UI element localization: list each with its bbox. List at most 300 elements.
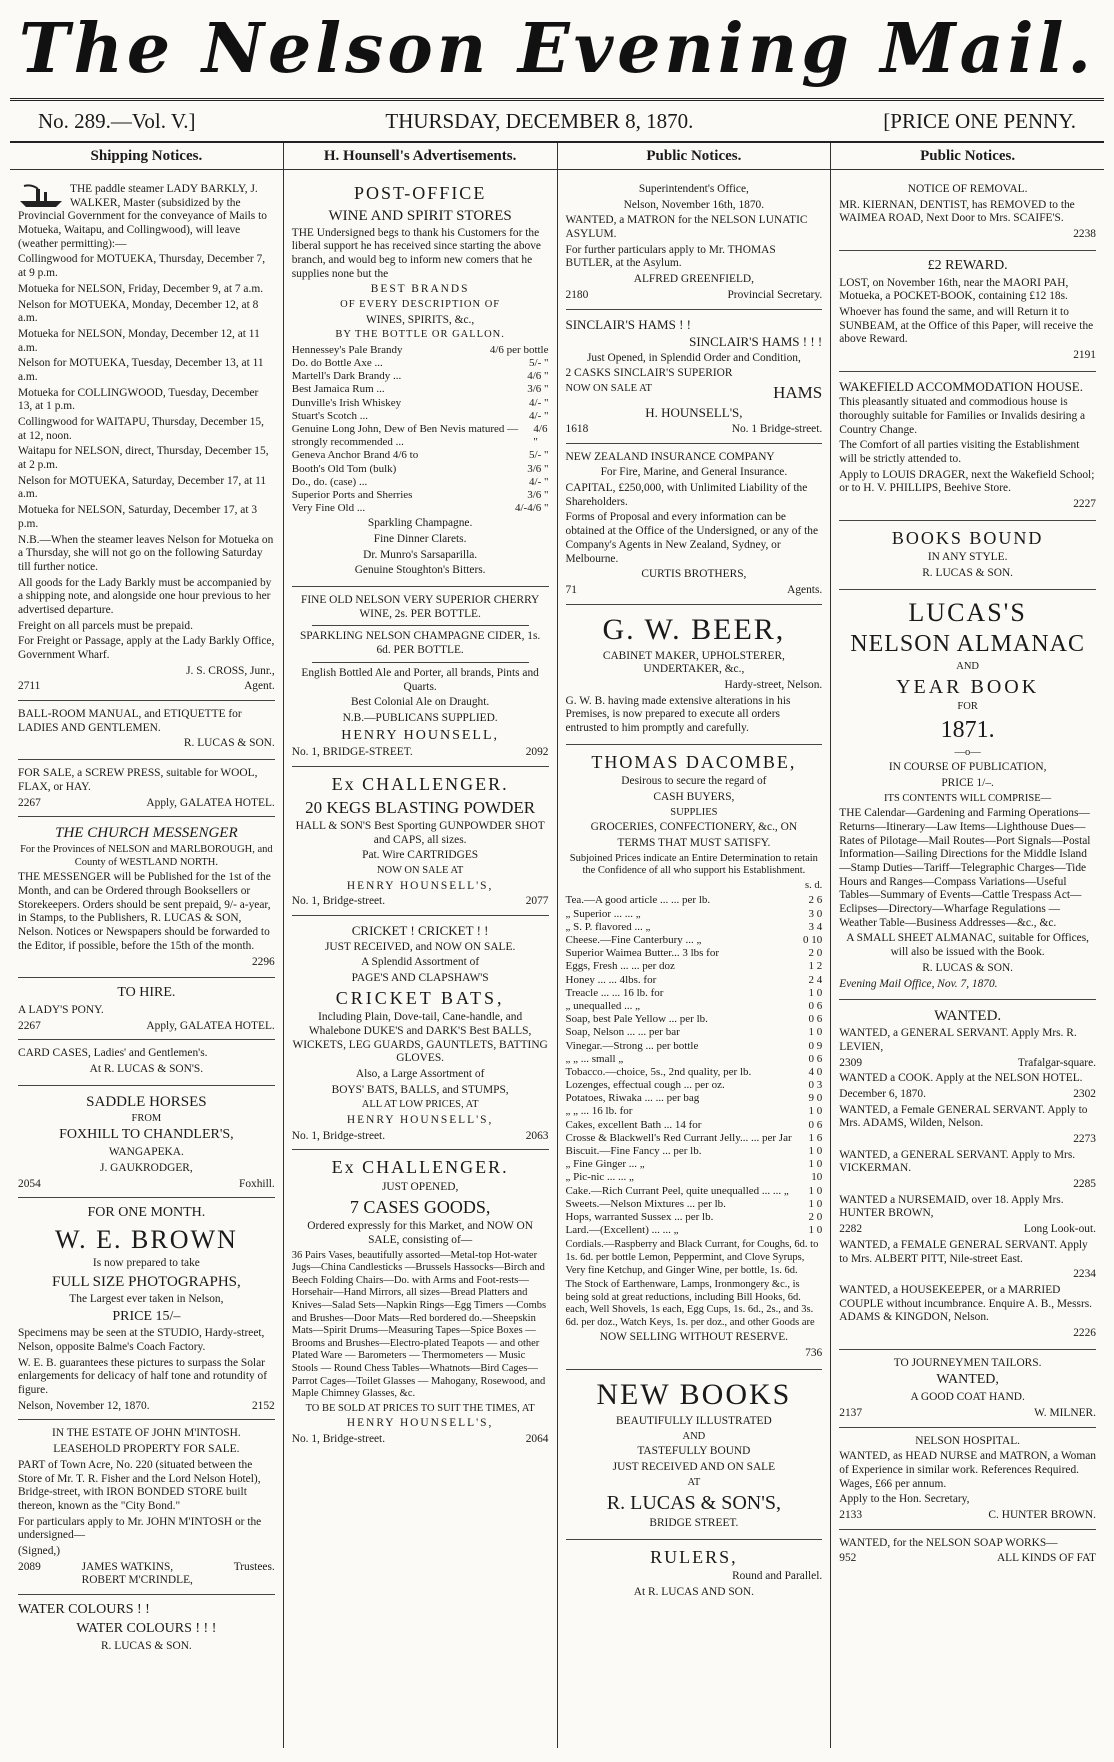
beer-title: G. W. BEER,: [602, 612, 786, 646]
matron-text: WANTED, a MATRON for the NELSON LUNATIC ASYLUM.: [565, 214, 808, 241]
cases-list: 36 Pairs Vases, beautifully assorted—Metal-top Hot-water Jugs—China Candlesticks —Brussels Hassocks—Birch and Beech Folding Chairs—Do. with Arms and Foot-rests—Horsehair—Hand Mirrors, all sizes—Bread Platters and Knives—Salad Sets—Napkin Rings—Egg Timers —Combs and Brushes—Door Mats—Red bordered do.—Sheepskin Mats—Spirit Drums—Measuring Tapes—Spice Boxes —Brooms and Brushes—Electro-plated Teapots — and other Plated Ware — Barometers — Thermometers — Music Stools — Round Chess Tables—Whatnots—Bird Cages—Parrot Cages—Toilet Glasses — Mahogany, Rosewood, and Maple Chimney Glasses, &c.: [291, 1249, 547, 1400]
schedule-line: Collingwood for MOTUEKA, Thursday, December 7, at 9 p.m.: [18, 253, 266, 280]
ad-number: 2152: [251, 1399, 275, 1412]
ad-new-books: [566, 1370, 823, 1540]
grocery-row: [566, 987, 823, 1000]
ad-number: 736: [805, 1347, 823, 1360]
grocery-price: 1 0: [808, 1197, 823, 1210]
cases-addr: No. 1, Bridge-street.: [291, 1433, 386, 1446]
column-public-notices-2: [830, 143, 1104, 1748]
matron-sign: ALFRED GREENFIELD,: [633, 273, 754, 286]
water-line: WATER COLOURS ! ! !: [76, 1620, 217, 1636]
ad-number: 2282: [839, 1223, 863, 1236]
church-title: THE CHURCH MESSENGER: [55, 825, 238, 842]
cricket-sub: JUST RECEIVED, and NOW ON SALE.: [324, 940, 516, 953]
hams-name: H. HOUNSELL'S,: [645, 405, 743, 421]
cricket-addr: No. 1, Bridge-street.: [291, 1129, 386, 1142]
brown-line: W. E. B. guarantees these pictures to surpass the Solar enlargements for delicacy of half tone and rotundity of figure.: [18, 1356, 268, 1397]
grocery-row: [566, 1079, 823, 1092]
price-value: 4/6 ": [533, 423, 548, 449]
schedule-line: Motueka for NELSON, Monday, December 12, at 11 a.m.: [18, 327, 260, 354]
nzi-agents: Agents.: [787, 583, 823, 596]
kegs-title: 20 KEGS BLASTING POWDER: [305, 797, 536, 817]
ad-number: 2226: [1073, 1326, 1096, 1339]
kegs-name: HENRY HOUNSELL'S,: [346, 879, 494, 892]
grocery-item: Sweets.—Nelson Mixtures ... per lb.: [565, 1197, 726, 1210]
ad-screw-press: [18, 760, 275, 817]
beer-line: G. W. B. having made extensive alterations in his Premises, is now prepared to execute all orders entrusted to him promptly and carefully.: [565, 694, 791, 735]
ad-number: 2133: [839, 1508, 863, 1521]
column-hounsell: [283, 143, 557, 1748]
price-row: [292, 463, 549, 476]
price-item: Best Jamaica Rum ...: [291, 383, 385, 396]
dac-line: CASH BUYERS,: [653, 791, 735, 804]
po-wines: WINES, SPIRITS, &c.,: [366, 313, 475, 326]
ad-number: 2137: [839, 1406, 863, 1419]
ad-number: 2273: [1073, 1133, 1096, 1146]
bound-line: R. LUCAS & SON.: [922, 567, 1014, 580]
grocery-row: [566, 1105, 823, 1118]
ad-photographs: [18, 1198, 275, 1420]
grocery-item: „ Pic-nic ... ... „: [565, 1171, 634, 1184]
ad-number: 2711: [18, 680, 41, 693]
ad-wakefield: [839, 372, 1096, 521]
hounsell-addr: No. 1, BRIDGE-STREET.: [291, 746, 413, 759]
ad-number: 2309: [839, 1056, 863, 1069]
wanted-text: WANTED a COOK. Apply at the NELSON HOTEL.: [839, 1072, 1083, 1085]
matron-text: For further particulars apply to Mr. THOMAS BUTLER, at the Asylum.: [565, 243, 776, 270]
price-value: 4/- ": [529, 409, 549, 422]
spirit-price-list: [292, 344, 549, 515]
alm-line: A SMALL SHEET ALMANAC, suitable for Offices, will also be issued with the Book.: [846, 932, 1090, 959]
ad-number: 2238: [1073, 228, 1096, 241]
grocery-item: „ unequalled ... „: [565, 999, 641, 1012]
ad-matron: [566, 176, 823, 310]
brown-date: Nelson, November 12, 1870.: [18, 1399, 150, 1412]
grocery-price: 0 6: [808, 1013, 823, 1026]
books-line: AND: [682, 1430, 706, 1442]
price-value: 3/6 ": [527, 462, 549, 475]
alm-sign: R. LUCAS & SON.: [922, 961, 1014, 974]
schedule-line: Nelson for MOTUEKA, Monday, December 12, at 8 a.m.: [18, 298, 259, 325]
grocery-price: 10: [811, 1171, 823, 1184]
ale-text: English Bottled Ale and Porter, all brands, Pints and Quarts.: [301, 666, 539, 693]
price-row: [292, 423, 549, 449]
wake-text: This pleasantly situated and commodious house is thoroughly suitable for Families or Invalids desiring a Country Change.: [839, 396, 1086, 436]
nzi-line: CAPITAL, £250,000, with Unlimited Liability of the Shareholders.: [565, 482, 808, 508]
column-public-notices-1: [557, 143, 831, 1748]
price-item: Hennessey's Pale Brandy: [291, 343, 403, 356]
grocery-item: „ Fine Ginger ... „: [565, 1158, 645, 1171]
ad-number: 2302: [1073, 1087, 1096, 1100]
cases-title: 7 CASES GOODS,: [349, 1196, 491, 1217]
ad-number: 2227: [1073, 498, 1096, 511]
grocery-row: [566, 1211, 823, 1224]
cricket-title: CRICKET ! CRICKET ! !: [351, 923, 489, 939]
grocery-row: [566, 1026, 823, 1039]
cricket-line: ALL AT LOW PRICES, AT: [361, 1099, 479, 1111]
po-sub: WINE AND SPIRIT STORES: [328, 207, 512, 224]
wanted-title: WANTED.: [934, 1008, 1002, 1025]
grocery-price: 1 0: [808, 986, 823, 999]
ad-beer: [566, 605, 823, 745]
saddle-from: FROM: [131, 1112, 162, 1124]
dac-line: SUPPLIES: [670, 806, 718, 818]
grocery-row: [566, 1000, 823, 1013]
schedule-line: Motueka for NELSON, Friday, December 9, at 7 a.m.: [18, 282, 264, 295]
super-line: Nelson, November 16th, 1870.: [623, 198, 765, 211]
ad-number: 71: [565, 583, 577, 596]
nzi-line: For Fire, Marine, and General Insurance.: [600, 466, 788, 479]
grocery-price: 1 2: [808, 960, 823, 973]
wanted-date: December 6, 1870.: [839, 1087, 926, 1100]
price-row: [292, 449, 549, 462]
grocery-row: [566, 934, 823, 947]
price-row: [292, 502, 549, 515]
price-value: 3/6 ": [527, 383, 549, 396]
ad-saddle-horses: [18, 1086, 275, 1198]
po-line: Genuine Stoughton's Bitters.: [354, 564, 486, 577]
ad-to-hire: [18, 978, 275, 1040]
grocery-row: [566, 1145, 823, 1158]
reward-text: Whoever has found the same, and will Return it to SUNBEAM, at the Office of this Paper, will receive the above Reward.: [839, 305, 1094, 346]
grocery-price: 1 0: [808, 1026, 823, 1039]
tailors-line: WANTED,: [936, 1372, 999, 1388]
hams-line: SINCLAIR'S HAMS ! !: [565, 316, 691, 332]
cricket-name: HENRY HOUNSELL'S,: [346, 1114, 494, 1127]
masthead: The Nelson Evening Mail.: [18, 9, 1096, 89]
brown-line: The Largest ever taken in Nelson,: [69, 1292, 224, 1305]
dac-line: Desirous to secure the regard of: [621, 775, 767, 788]
ad-number: 2267: [18, 1019, 41, 1032]
ex-challenger: Ex CHALLENGER.: [331, 1157, 509, 1178]
alm-line: IN COURSE OF PUBLICATION,: [888, 761, 1047, 774]
wake-text: Apply to LOUIS DRAGER, next the Wakefield School; or to H. V. PHILLIPS, Beehive Store.: [839, 468, 1095, 495]
nzi-line: Forms of Proposal and every information can be obtained at the Office of the Undersigned, or any of the Company's Agents in New Zealand, Sydney, or Melbourne.: [565, 511, 819, 565]
ad-nz-insurance: [566, 444, 823, 605]
wanted-text: WANTED, a FEMALE GENERAL SERVANT. Apply to Mrs. ALBERT PITT, Nile-street East.: [839, 1238, 1088, 1265]
wanted-text: WANTED, a Female GENERAL SERVANT. Apply to Mrs. ADAMS, Wilden, Nelson.: [839, 1103, 1088, 1130]
grocery-row: [566, 894, 823, 907]
hams-line: 2 CASKS SINCLAIR'S SUPERIOR: [565, 367, 733, 380]
ad-cherry-wine: [292, 587, 549, 767]
books-addr: BRIDGE STREET.: [649, 1517, 739, 1530]
cherry-text: FINE OLD NELSON VERY SUPERIOR CHERRY WINE, 2s. PER BOTTLE.: [300, 594, 540, 620]
grocery-price: 2 4: [808, 973, 823, 986]
ex-challenger: Ex CHALLENGER.: [331, 774, 509, 795]
grocery-item: „ „ ... 16 lb. for: [565, 1105, 633, 1118]
trustees-label: Trustees.: [233, 1560, 275, 1573]
ad-wanted-section: [839, 1000, 1096, 1349]
price-row: [292, 397, 549, 410]
grocery-price: 3 4: [808, 920, 823, 933]
month-title: FOR ONE MONTH.: [87, 1205, 206, 1221]
matron-role: Provincial Secretary.: [727, 288, 823, 301]
schedule-line: Freight on all parcels must be prepaid.: [18, 619, 193, 632]
grocery-item: Tea.—A good article ... ... per lb.: [565, 894, 711, 907]
price-value: 3/6 ": [527, 488, 549, 501]
grocery-price: 1 0: [808, 1158, 823, 1171]
wake-title: WAKEFIELD ACCOMMODATION HOUSE.: [839, 378, 1083, 394]
saddle-place: WANGAPEKA.: [108, 1146, 184, 1159]
wanted-loc: Long Look-out.: [1023, 1223, 1096, 1236]
wanted-text: WANTED, a GENERAL SERVANT. Apply to Mrs. VICKERMAN.: [839, 1148, 1076, 1175]
grocery-price: 0 3: [808, 1079, 823, 1092]
issue-date: THURSDAY, DECEMBER 8, 1870.: [385, 108, 694, 133]
grocery-row: [566, 947, 823, 960]
soap-text: WANTED, for the NELSON SOAP WORKS—: [839, 1536, 1058, 1549]
po-line: Sparkling Champagne.: [367, 517, 473, 530]
po-brands: BEST BRANDS: [370, 283, 470, 296]
ad-lady-barkly: [18, 176, 275, 701]
saddle-sign: J. GAUKRODGER,: [100, 1161, 193, 1174]
grocery-price: 9 0: [808, 1092, 823, 1105]
price-value: 4/-4/6 ": [514, 502, 549, 515]
grocery-row: [566, 960, 823, 973]
grocery-row: [566, 908, 823, 921]
grocery-price: 1 6: [808, 1131, 823, 1144]
alm-yearbook: YEAR BOOK: [896, 676, 1040, 699]
water-line: WATER COLOURS ! !: [18, 1602, 150, 1618]
ad-estate: [18, 1420, 275, 1595]
grocery-row: [566, 1092, 823, 1105]
ad-cricket: [292, 916, 549, 1150]
schedule-line: For Freight or Passage, apply at the Lady Barkly Office, Government Wharf.: [18, 635, 275, 661]
ad-hospital: [839, 1428, 1096, 1530]
tailors-title: TO JOURNEYMEN TAILORS.: [893, 1356, 1042, 1369]
beer-line: Hardy-street, Nelson.: [724, 678, 823, 691]
hire-title: TO HIRE.: [117, 985, 176, 1001]
ad-number: 2285: [1073, 1178, 1096, 1191]
alm-contents: THE Calendar—Gardening and Farming Operations—Returns—Itinerary—Law Items—Lighthouse Dues—Rates of Pilotage—Mail Routes—Port Signals—Postal Information—Sailing Directions for the Middle Island—Stamp Duties—Tariff—Telegraphic Charges—Tide Hours and Ranges—Compass Variations—Useful Tables—Summary of Events—Cattle Trespass Act—Eclipses—Directory—Wharfage Regulations — Weather Table—Business Addresses—&c., &c.: [839, 807, 1091, 929]
cases-line: Ordered expressly for this Market, and NOW ON SALE, consisting of—: [307, 1220, 533, 1246]
grocery-row: [566, 1132, 823, 1145]
estate-apply: For particulars apply to Mr. JOHN M'INTOSH or the undersigned—: [18, 1515, 262, 1542]
ad-post-office-stores: [292, 176, 549, 587]
alm-rule: —o—: [954, 746, 981, 758]
ad-number: 2089: [18, 1560, 41, 1573]
price-item: Very Fine Old ...: [291, 502, 366, 515]
grocery-item: Potatoes, Riwaka ... ... per bag: [565, 1092, 700, 1105]
price-row: [292, 370, 549, 383]
ad-hams: [566, 310, 823, 444]
issue-price: [PRICE ONE PENNY.: [883, 108, 1076, 133]
price-row: [292, 344, 549, 357]
grocery-price: 1 0: [808, 1145, 823, 1158]
grocery-item: „ „ ... small „: [565, 1052, 624, 1065]
alm-and: AND: [956, 660, 979, 672]
hospital-text: Apply to the Hon. Secretary,: [839, 1493, 970, 1506]
saddle-route: FOXHILL TO CHANDLER'S,: [59, 1127, 234, 1143]
soap-line: ALL KINDS OF FAT: [996, 1552, 1096, 1565]
sailing-schedule: [18, 183, 275, 663]
price-value: 4/- ": [529, 396, 549, 409]
cases-line: TO BE SOLD AT PRICES TO SUIT THE TIMES, AT: [305, 1402, 535, 1414]
hams-line: SINCLAIR'S HAMS ! ! !: [689, 334, 823, 350]
cricket-bats: CRICKET BATS,: [335, 987, 505, 1008]
grocery-item: Soap, best Pale Yellow ... per lb.: [565, 1013, 708, 1026]
grocery-row: [566, 1040, 823, 1053]
dateline: [10, 98, 1104, 143]
ad-almanac: [839, 590, 1096, 1000]
ad-number: 2064: [525, 1433, 549, 1446]
po-body: THE Undersigned begs to thank his Customers for the liberal support he has received since starting the above branch, and would beg to inform new comers that he supplies none but the: [291, 226, 541, 280]
just-opened: JUST OPENED,: [381, 1181, 459, 1194]
alm-for: FOR: [957, 701, 978, 713]
ad-removal: [839, 176, 1096, 251]
price-item: Geneva Anchor Brand 4/6 to: [291, 449, 419, 462]
books-title: NEW BOOKS: [596, 1377, 792, 1411]
alm-line: ITS CONTENTS WILL COMPRISE—: [884, 792, 1052, 804]
price-row: [292, 357, 549, 370]
dac-line: TERMS THAT MUST SATISFY.: [617, 836, 771, 849]
price-item: Do., do. (case) ...: [291, 475, 368, 488]
hospital-text: WANTED, as HEAD NURSE and MATRON, a Woman of Experience in similar work. References Required. Wages, £66 per annum.: [839, 1450, 1096, 1490]
ad-number: 2296: [251, 955, 275, 968]
ad-rulers: [566, 1540, 823, 1608]
super-line: Superintendent's Office,: [638, 183, 749, 195]
schedule-line: Collingwood for WAITAPU, Thursday, December 15, at 12, noon.: [18, 416, 264, 442]
alm-year: 1871.: [940, 716, 995, 743]
kegs-pat: Pat. Wire CARTRIDGES: [362, 849, 479, 862]
dac-line: Subjoined Prices indicate an Entire Determination to retain the Confidence of all who support his Establishment.: [569, 852, 818, 877]
books-line: BEAUTIFULLY ILLUSTRATED: [616, 1414, 772, 1427]
price-item: Dunville's Irish Whiskey: [291, 396, 402, 409]
grocery-row: [566, 1066, 823, 1079]
dac-line: GROCERIES, CONFECTIONERY, &c., ON: [590, 821, 798, 834]
hospital-sign: C. HUNTER BROWN.: [988, 1508, 1096, 1521]
steamer-icon: [18, 183, 64, 209]
ship-signature: J. S. CROSS, Junr.,: [186, 664, 275, 677]
brown-line: Specimens may be seen at the STUDIO, Hardy-street, Nelson, opposite Balme's Coach Factory.: [18, 1327, 265, 1354]
ad-books-bound: [839, 521, 1096, 590]
kegs-sale: NOW ON SALE AT: [376, 865, 464, 877]
grocery-row: [566, 1119, 823, 1132]
ad-number: 2063: [525, 1129, 549, 1142]
rulers-title: RULERS,: [650, 1546, 738, 1567]
ad-water-colours: [18, 1595, 275, 1661]
ad-number: 2191: [1073, 348, 1096, 361]
ad-tailors: [839, 1350, 1096, 1428]
kegs-addr: No. 1, Bridge-street.: [291, 895, 386, 908]
schedule-line: N.B.—When the steamer leaves Nelson for Motueka on a Thursday, she will not go on the following Saturday till further notice.: [18, 533, 274, 573]
price-row: [292, 410, 549, 423]
grocery-item: Superior Waimea Butter... 3 lbs for: [565, 947, 719, 960]
removal-title: NOTICE OF REMOVAL.: [907, 183, 1028, 195]
press-text: FOR SALE, a SCREW PRESS, suitable for WOOL, FLAX, or HAY.: [18, 767, 258, 793]
grocery-price: 1 0: [808, 1224, 823, 1237]
grocery-price: 3 0: [808, 907, 823, 920]
grocery-price: 2 0: [808, 947, 823, 960]
grocery-item: Honey ... ... 4lbs. for: [565, 973, 657, 986]
ad-number: 2180: [565, 288, 589, 301]
nzi-sign: CURTIS BROTHERS,: [641, 568, 747, 581]
rulers-line: At R. LUCAS AND SON.: [633, 1586, 754, 1599]
ad-blasting-powder: [292, 767, 549, 916]
hams-line: Just Opened, in Splendid Order and Condition,: [586, 351, 801, 364]
po-line: Dr. Munro's Sarsaparilla.: [363, 548, 478, 561]
ad-number: 952: [839, 1552, 857, 1565]
estate-signed: (Signed,): [18, 1544, 61, 1557]
church-body: THE MESSENGER will be Published for the 1st of the Month, and can be Ordered through Booksellers or Storekeepers. Orders should be sent prepaid, 9/- a-year, in Stamps, to the Publishers, R. LUCAS & SON, Nelson. Notices or Newspapers should be forwarded to the Editor, if possible, before the 15th of the month.: [18, 871, 271, 952]
wake-text: The Comfort of all parties visiting the Establishment will be strictly attended to.: [839, 439, 1080, 466]
dac-line: The Stock of Earthenware, Lamps, Ironmongery &c., is being sold at great reductions, including Bill Hooks, 6d. each, Well Shovels, 1s each, Egg Cups, 1s. 6d., 2s., and 3s. 6d. per doz., Watch Keys, 1s. per doz., and other Goods are: [565, 1279, 815, 1328]
wanted-text: WANTED, a HOUSEKEEPER, or a MARRIED COUPLE without incumbrance. Enquire A. B., Messrs. ADAMS & KINGDON, Nelson.: [839, 1283, 1093, 1324]
po-bottle: BY THE BOTTLE OR GALLON.: [335, 329, 505, 341]
rulers-line: Round and Parallel.: [732, 1570, 823, 1583]
price-row: [292, 383, 549, 396]
alm-title: LUCAS'S: [908, 597, 1027, 627]
tailors-sign: W. MILNER.: [1034, 1406, 1096, 1419]
nzi-title: NEW ZEALAND INSURANCE COMPANY: [565, 450, 775, 463]
schedule-line: Nelson for MOTUEKA, Saturday, December 17, at 11 a.m.: [18, 474, 267, 501]
issue-number: No. 289.—Vol. V.]: [38, 108, 196, 133]
grocery-item: „ Superior ... ... „: [565, 907, 641, 920]
grocery-item: Treacle ... ... 16 lb. for: [565, 986, 664, 999]
brown-line: Is now prepared to take: [92, 1257, 200, 1270]
cricket-line: BOYS' BATS, BALLS, and STUMPS,: [331, 1083, 509, 1096]
price-row: [292, 476, 549, 489]
agent-label: Agent.: [244, 680, 275, 693]
grocery-price: 0 6: [808, 1052, 823, 1065]
grocery-price-list: [566, 894, 823, 1237]
grocery-item: Hops, warranted Sussex ... per lb.: [565, 1210, 714, 1223]
dac-line: Cordials.—Raspberry and Black Currant, for Coughs, 6d. to 1s. 6d. per bottle Lemon, Peppermint, and Clove Syrups, Very fine Ketchup, and Ginger Wine, per bottle, 1s. 6d.: [565, 1239, 819, 1276]
hire-body: A LADY'S PONY.: [18, 1003, 104, 1016]
hams-sale: NOW ON SALE AT: [565, 383, 652, 395]
estate-sub: LEASEHOLD PROPERTY FOR SALE.: [53, 1443, 240, 1456]
po-line: Fine Dinner Clarets.: [373, 533, 467, 546]
grocery-price: 0 10: [803, 934, 823, 947]
ad-number: 2077: [525, 895, 549, 908]
alm-price: PRICE 1/–.: [941, 776, 994, 789]
cricket-line: Also, a Large Assortment of: [355, 1068, 485, 1081]
price-item: Martell's Dark Brandy ...: [291, 370, 402, 383]
grocery-row: [566, 974, 823, 987]
price-value: 5/- ": [529, 449, 549, 462]
church-sub: For the Provinces of NELSON and MARLBOROUGH, and County of WESTLAND NORTH.: [20, 844, 273, 868]
grocery-item: Eggs, Fresh ... ... per doz: [565, 960, 675, 973]
alm-title: NELSON ALMANAC: [850, 630, 1085, 657]
columns: [10, 143, 1104, 1748]
price-value: 4/6 ": [527, 370, 549, 383]
cases-name: HENRY HOUNSELL'S,: [346, 1417, 494, 1430]
grocery-row: [566, 1198, 823, 1211]
estate-title: IN THE ESTATE OF JOHN M'INTOSH.: [52, 1427, 241, 1440]
bound-line: IN ANY STYLE.: [927, 551, 1008, 564]
books-line: AT: [687, 1476, 701, 1488]
books-line: JUST RECEIVED AND ON SALE: [612, 1460, 776, 1473]
schedule-line: Motueka for COLLINGWOOD, Tuesday, December 13, at 1 p.m.: [18, 386, 259, 413]
ad-dacombe: [566, 745, 823, 1370]
grocery-item: Lard.—(Excellent) ... ... „: [565, 1224, 679, 1237]
price-item: Superior Ports and Sherries: [291, 488, 413, 501]
saddle-title: SADDLE HORSES: [86, 1093, 207, 1110]
po-title: POST-OFFICE: [353, 183, 487, 203]
brown-price: PRICE 15/–: [112, 1308, 181, 1324]
po-every: OF EVERY DESCRIPTION OF: [340, 299, 501, 311]
press-apply: Apply, GALATEA HOTEL.: [146, 796, 275, 809]
column-heading: Shipping Notices.: [10, 147, 283, 170]
grocery-item: Cake.—Rich Currant Peel, quite unequalled ... ... „: [565, 1184, 789, 1197]
grocery-row: [566, 1013, 823, 1026]
cards-text: CARD CASES, Ladies' and Gentlemen's.: [18, 1047, 208, 1060]
cricket-line: A Splendid Assortment of: [361, 956, 480, 969]
grocery-item: Cakes, excellent Bath ... 14 for: [565, 1118, 702, 1131]
grocery-price: 2 0: [808, 1210, 823, 1223]
brown-name: W. E. BROWN: [54, 1224, 238, 1254]
grocery-price: 1 0: [808, 1184, 823, 1197]
